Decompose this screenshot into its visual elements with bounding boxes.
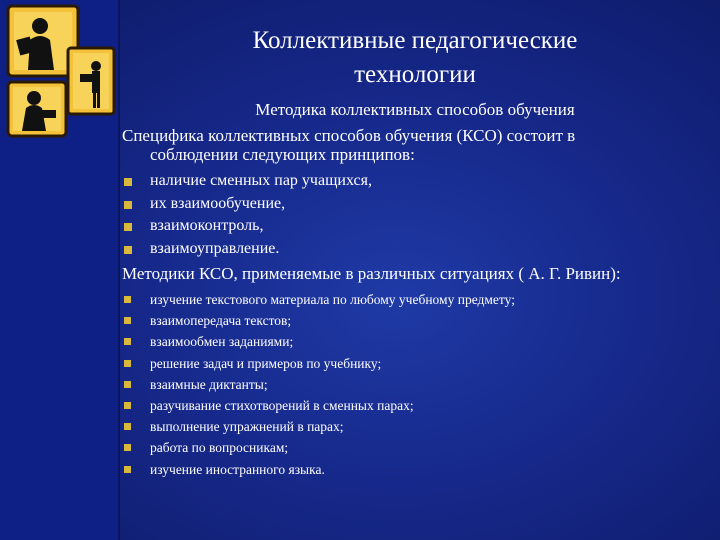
list-item: взаимообмен заданиями; <box>124 331 515 352</box>
methods-heading: Методики КСО, применяемые в различных ситуациях ( А. Г. Ривин): <box>122 264 621 283</box>
list-item: наличие сменных пар учащихся, <box>124 170 372 193</box>
bullet-icon <box>124 338 131 345</box>
intro-line-1: Специфика коллективных способов обучения (КСО) состоит в <box>122 126 576 145</box>
principles-list <box>124 170 372 260</box>
bullet-icon <box>124 423 131 430</box>
list-item: взаимные диктанты; <box>124 374 515 395</box>
bullet-icon <box>124 178 132 186</box>
bullet-icon <box>124 246 132 254</box>
list-item: их взаимообучение, <box>124 193 372 216</box>
list-item: выполнение упражнений в парах; <box>124 416 515 437</box>
studying-person-clipart <box>6 80 68 138</box>
list-item: разучивание стихотворений в сменных парах; <box>124 395 515 416</box>
list-item: работа по вопросникам; <box>124 437 515 458</box>
list-item: изучение текстового материала по любому учебному предмету; <box>124 289 515 310</box>
intro-line-2: соблюдении следующих принципов: <box>150 145 415 164</box>
standing-person-clipart <box>66 46 116 116</box>
bullet-icon <box>124 466 131 473</box>
list-item: взаимоконтроль, <box>124 215 372 238</box>
bullet-icon <box>124 360 131 367</box>
bullet-icon <box>124 317 131 324</box>
list-item: решение задач и примеров по учебнику; <box>124 353 515 374</box>
page-title <box>200 24 630 92</box>
title-line-2: технологии <box>354 61 476 88</box>
bullet-icon <box>124 402 131 409</box>
intro-paragraph <box>122 126 702 164</box>
bullet-icon <box>124 444 131 451</box>
title-line-1: Коллективные педагогические <box>252 27 578 54</box>
bullet-icon <box>124 381 131 388</box>
list-item: взаимоуправление. <box>124 238 372 261</box>
bullet-icon <box>124 223 132 231</box>
methods-list <box>124 289 515 480</box>
list-item: взаимопередача текстов; <box>124 310 515 331</box>
bullet-icon <box>124 296 131 303</box>
list-item: изучение иностранного языка. <box>124 459 515 480</box>
bullet-icon <box>124 201 132 209</box>
subtitle: Методика коллективных способов обучения <box>255 100 575 119</box>
